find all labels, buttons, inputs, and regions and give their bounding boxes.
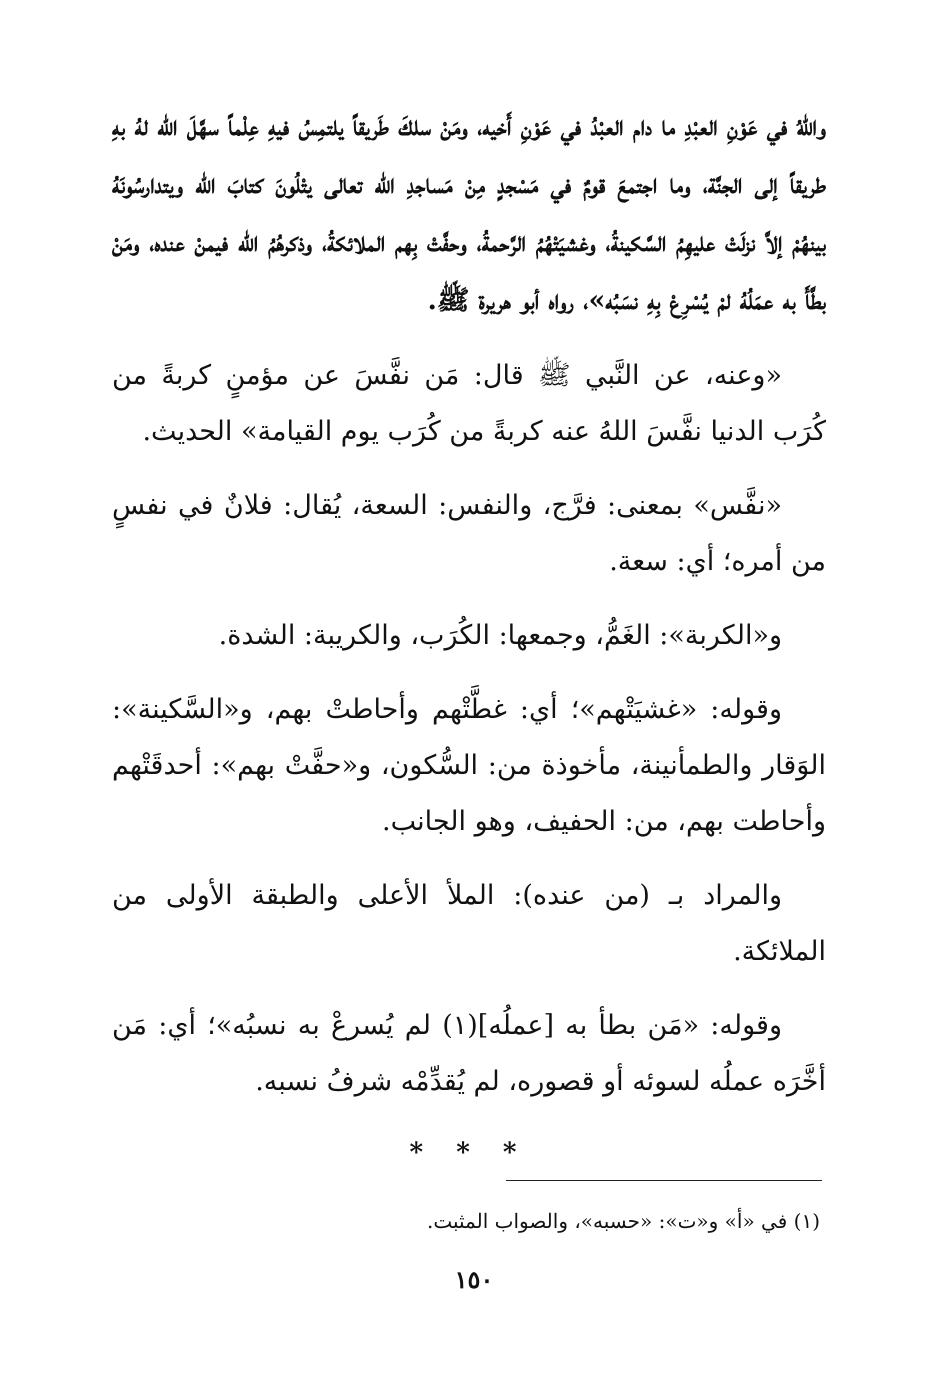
- paragraph-batta-explanation: وقوله: «مَن بطأ به [عملُه](١) لم يُسرعْ به نسبُه»؛ أي: مَن أخَّرَه عملُه لسوئه أو قصوره، لم يُقدِّمْه شرفُ نسبه.: [112, 1010, 826, 1097]
- hadith-text: واللهُ في عَوْنِ العبْدِ ما دام العبْدُ في عَوْنِ أَخيه، ومَنْ سلكَ طَريقاً يلتمِسُ فيهِ عِلْماً سهَّلَ الله لهُ بهِ طريقاً إلى الجنَّة، وما اجتمعَ قومٌ في مَسْجدٍ مِنْ مَساجدِ الله تعالى يتْلُونَ كتابَ الله ويتدارسُونَهُ بينهُمْ إلاَّ نزلَتْ عليهِمُ السَّكينةُ، وغشيَتْهُمُ الرَّحمةُ، وحفَّتْ بِهم الملائكةُ، وذكرهُمُ الله فيمنْ عنده، ومَنْ بطَّأَ به عمَلُهُ لمْ يُسْرِعْ بِهِ نسَبُه»، رواه أبو هريرة ﷺ.: [112, 111, 827, 316]
- footnote: (١) في «أ» و«ت»: «حسبه»، والصواب المثبت.: [426, 1209, 820, 1233]
- paragraph-min-indihi: والمراد بـ (من عنده): الملأ الأعلى والطبقة الأولى من الملائكة.: [112, 880, 826, 967]
- page-body: [112, 98, 826, 1168]
- footnote-rule: [506, 1180, 822, 1181]
- paragraph-ghashiyathum-definition: وقوله: «غشيَتْهم»؛ أي: غطَّتْهم وأحاطتْ بهم، و«السَّكينة»: الوَقار والطمأنينة، مأخوذة من: السُّكون، و«حفَّتْ بهم»: أحدقَتْهم وأحاطت بهم، من: الحفيف، وهو الجانب.: [112, 694, 826, 837]
- page-number: ١٥٠: [454, 1265, 494, 1294]
- paragraph-hadith-second: «وعنه، عن النَّبي ﷺ قال: مَن نفَّسَ عن مؤمنٍ كربةً من كُرَب الدنيا نفَّسَ اللهُ عنه كربةً من كُرَب يوم القيامة» الحديث.: [112, 360, 826, 447]
- section-separator: * * *: [409, 1138, 529, 1168]
- paragraph-kurba-definition: و«الكربة»: الغَمُّ، وجمعها: الكُرَب، والكريبة: الشدة.: [218, 620, 782, 651]
- paragraph-nafas-definition: «نفَّس» بمعنى: فرَّج، والنفس: السعة، يُقال: فلانٌ في نفسٍ من أمره؛ أي: سعة.: [112, 490, 826, 577]
